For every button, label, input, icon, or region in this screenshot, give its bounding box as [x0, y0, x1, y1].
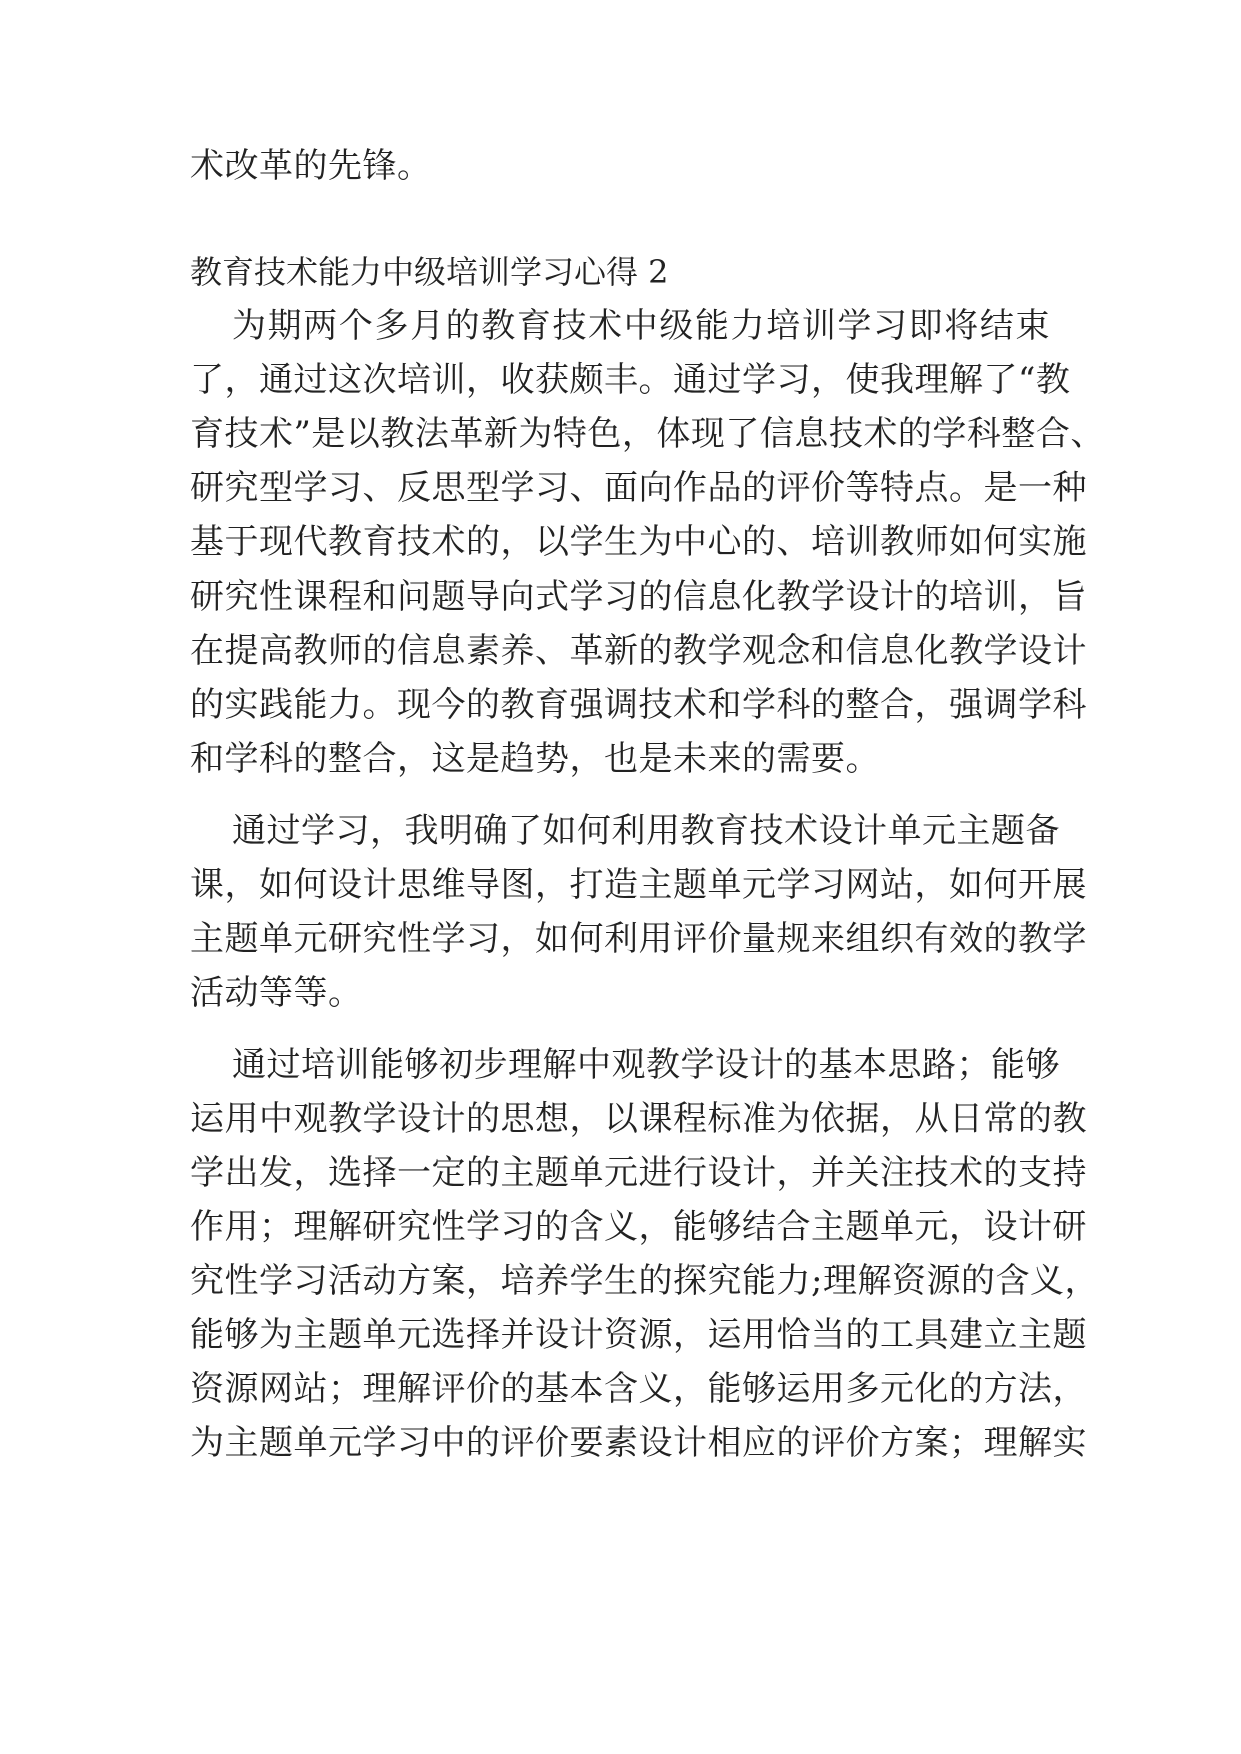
paragraph-line: 究性学习活动方案，培养学生的探究能力;理解资源的含义， [190, 1261, 1099, 1301]
paragraph-line: 研究型学习、反思型学习、面向作品的评价等特点。是一种 [190, 468, 1087, 508]
paragraph-line: 育技术”是以教法革新为特色，体现了信息技术的学科整合、 [190, 414, 1105, 454]
paragraph-line: 和学科的整合，这是趋势，也是未来的需要。 [190, 739, 880, 779]
section-heading: 教育技术能力中级培训学习心得 2 [190, 253, 669, 291]
paragraph-line: 通过培训能够初步理解中观教学设计的基本思路；能够 [232, 1045, 1060, 1085]
paragraph-line: 能够为主题单元选择并设计资源，运用恰当的工具建立主题 [190, 1315, 1087, 1355]
paragraph-line: 了，通过这次培训，收获颇丰。通过学习，使我理解了“教 [190, 360, 1071, 400]
paragraph-line: 研究性课程和问题导向式学习的信息化教学设计的培训，旨 [190, 577, 1087, 617]
paragraph-line: 为主题单元学习中的评价要素设计相应的评价方案；理解实 [190, 1423, 1087, 1463]
paragraph-line: 学出发，选择一定的主题单元进行设计，并关注技术的支持 [190, 1153, 1087, 1193]
paragraph-line: 活动等等。 [190, 973, 363, 1013]
paragraph-line: 为期两个多月的教育技术中级能力培训学习即将结束 [232, 306, 1050, 346]
paragraph-line: 运用中观教学设计的思想，以课程标准为依据，从日常的教 [190, 1099, 1087, 1139]
paragraph-line: 基于现代教育技术的，以学生为中心的、培训教师如何实施 [190, 522, 1087, 562]
paragraph-line: 主题单元研究性学习，如何利用评价量规来组织有效的教学 [190, 919, 1087, 959]
paragraph-line: 的实践能力。现今的教育强调技术和学科的整合，强调学科 [190, 685, 1087, 725]
paragraph-line: 通过学习，我明确了如何利用教育技术设计单元主题备 [232, 811, 1060, 851]
paragraph-line: 资源网站；理解评价的基本含义，能够运用多元化的方法， [190, 1369, 1087, 1409]
paragraph-line: 作用；理解研究性学习的含义，能够结合主题单元，设计研 [190, 1207, 1087, 1247]
paragraph-line: 课，如何设计思维导图，打造主题单元学习网站，如何开展 [190, 865, 1087, 905]
paragraph-line: 在提高教师的信息素养、革新的教学观念和信息化教学设计 [190, 631, 1087, 671]
paragraph-fragment-line: 术改革的先锋。 [190, 146, 432, 186]
